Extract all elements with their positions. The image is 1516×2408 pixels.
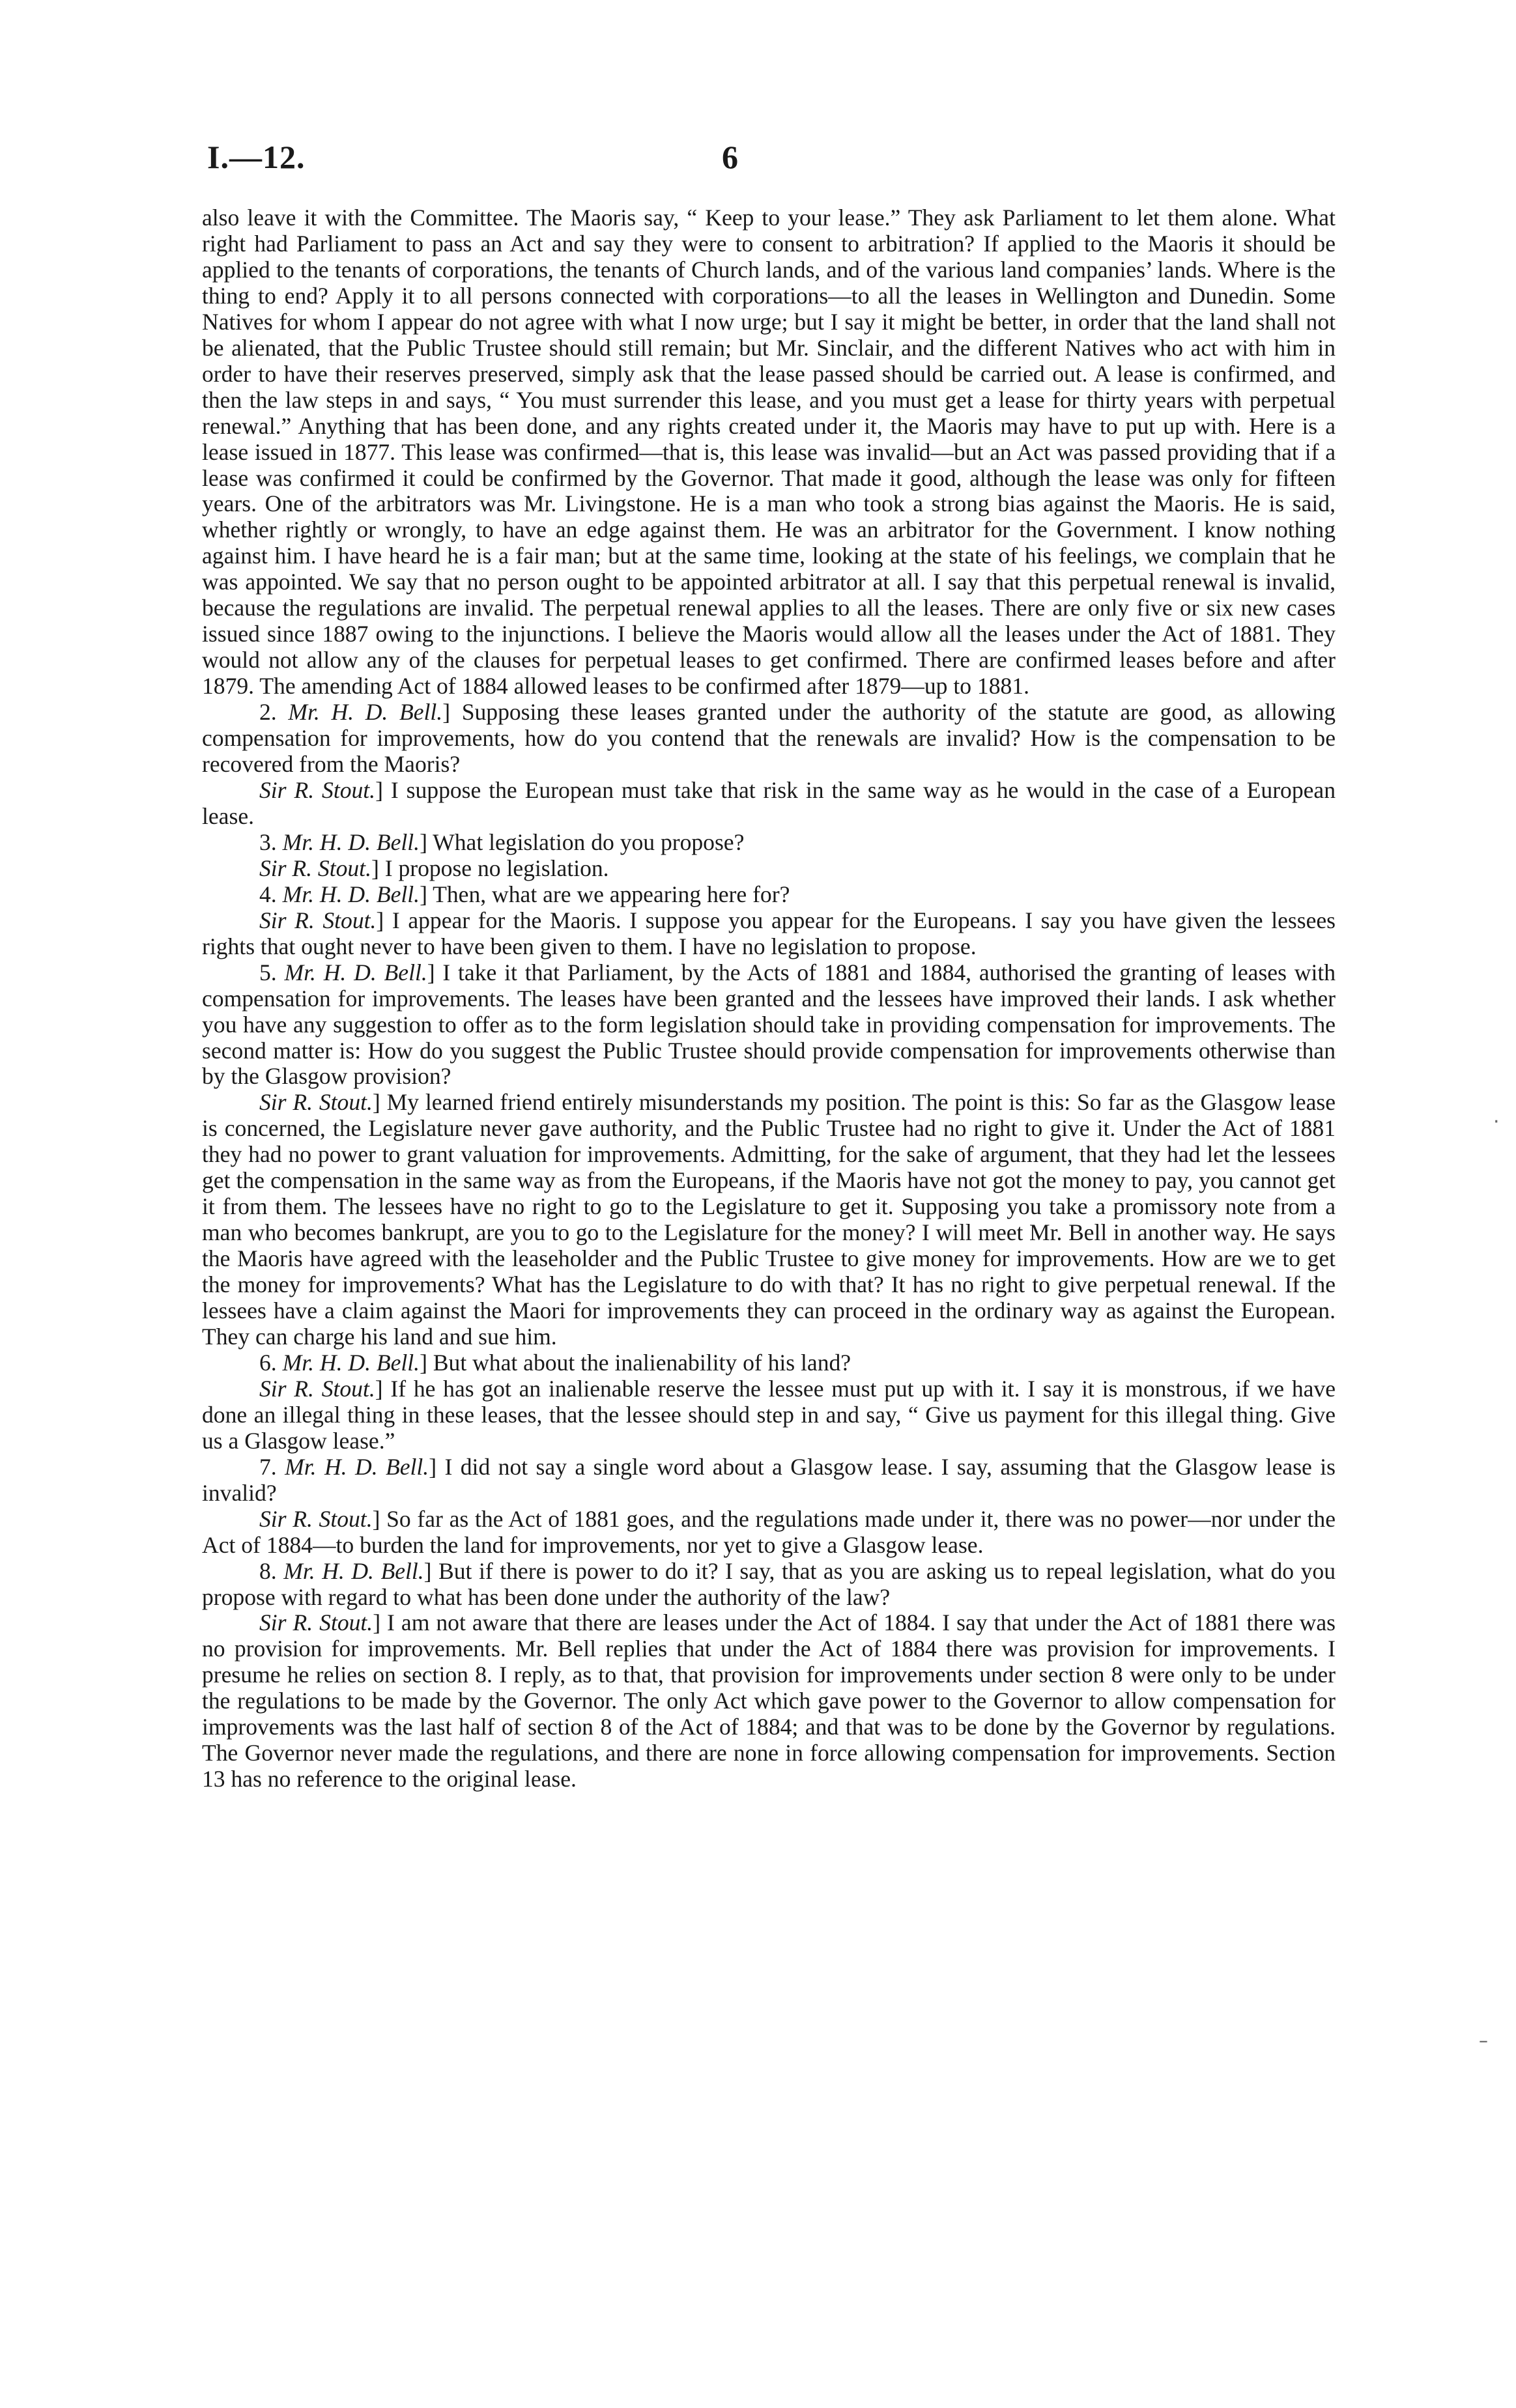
speaker-name: Mr. H. D. Bell. xyxy=(282,829,420,855)
question-number: 3. xyxy=(259,829,283,855)
question-number: 2. xyxy=(259,699,289,726)
paragraph xyxy=(202,1507,1336,1559)
speaker-name: Mr. H. D. Bell. xyxy=(288,699,443,726)
paragraph-text: ] What legislation do you propose? xyxy=(420,829,745,855)
speaker-name: Sir R. Stout. xyxy=(259,1089,373,1116)
speaker-name: Mr. H. D. Bell. xyxy=(285,1453,429,1480)
question-number: 4. xyxy=(259,881,283,907)
body-text xyxy=(202,205,1336,1792)
paragraph-text: ] But what about the inalienability of his land? xyxy=(420,1349,851,1376)
question-number: 5. xyxy=(259,959,285,985)
paragraph-text: ] My learned friend entirely misunderstands my position. The point is this: So far as the Glasgow lease is concerned, the Legislature never gave authority, and the Public Trustee had no right to give it. Under the Act of 1881 they had no power to grant valuation for improvements. Admitting, for the sake of argument, that they had let the lessees get the compensation in the same way as from the Europeans, if the Maoris have not got the money to pay, you cannot get it from them. The lessees have no right to go to the Legislature to get it. Supposing you take a promissory note from a man who becomes bankrupt, are you to go to the Legislature for the money? I will meet Mr. Bell in another way. He says the Maoris have agreed with the leaseholder and the Public Trustee to give money for improvements. How are we to get the money for improvements? What has the Legislature to do with that? It has no right to give perpetual renewal. If the lessees have a claim against the Maori for improvements they can proceed in the ordinary way as against the European. They can charge his land and sue him. xyxy=(202,1089,1336,1350)
paragraph-text: also leave it with the Committee. The Maoris say, “ Keep to your lease.” They ask Parliament to let them alone. What right had Parliament to pass an Act and say they were to consent to arbitration? If applied to the Maoris it should be applied to the tenants of corporations, the tenants of Church lands, and of the various land companies’ lands. Where is the thing to end? Apply it to all persons connected with corporations—to all the leases in Wellington and Dunedin. Some Natives for whom I appear do not agree with what I now urge; but I say it might be better, in order that the land shall not be alienated, that the Public Trustee should still remain; but Mr. Sinclair, and the different Natives who act with him in order to have their reserves preserved, simply ask that the lease passed should be carried out. A lease is confirmed, and then the law steps in and says, “ You must surrender this lease, and you must get a lease for thirty years with perpetual renewal.” Anything that has been done, and any rights created under it, the Maoris may have to put up with. Here is a lease issued in 1877. This lease was confirmed—that is, this lease was invalid—but an Act was passed providing that if a lease was confirmed it could be confirmed by the Governor. That made it good, although the lease was only for fifteen years. One of the arbitrators was Mr. Livingstone. He is a man who took a strong bias against the Maoris. He is said, whether rightly or wrongly, to have an edge against them. He was an arbitrator for the Government. I know nothing against him. I have heard he is a fair man; but at the same time, looking at the state of his feelings, we complain that he was appointed. We say that no person ought to be appointed arbitrator at all. I say that this perpetual renewal is invalid, because the regulations are invalid. The perpetual renewal applies to all the leases. There are only five or six new cases issued since 1887 owing to the injunctions. I believe the Maoris would allow all the leases under the Act of 1881. They would not allow any of the clauses for perpetual leases to get confirmed. There are confirmed leases before and after 1879. The amending Act of 1884 allowed leases to be confirmed after 1879—up to 1881. xyxy=(202,205,1336,700)
question-number: 7. xyxy=(259,1453,285,1480)
paragraph-text: ] If he has got an inalienable reserve the lessee must put up with it. I say it is monstrous, if we have done an illegal thing in these leases, that the lessee should step in and say, “ Give us payment for this illegal thing. Give us a Glasgow lease.” xyxy=(202,1375,1336,1454)
paragraph xyxy=(202,882,1336,908)
speaker-name: Sir R. Stout. xyxy=(259,1505,373,1532)
paragraph xyxy=(202,1610,1336,1792)
speaker-name: Sir R. Stout. xyxy=(259,776,376,803)
paragraph xyxy=(202,1454,1336,1507)
paragraph-text: ] I did not say a single word about a Glasgow lease. I say, assuming that the Glasgow lease is invalid? xyxy=(202,1453,1336,1506)
document-reference: I.—12. xyxy=(207,139,306,175)
paragraph-text: ] I propose no legislation. xyxy=(371,855,609,881)
paragraph-text: ] I appear for the Maoris. I suppose you appear for the Europeans. I say you have given the lessees rights that ought never to have been given to them. I have no legislation to propose. xyxy=(202,907,1336,959)
speaker-name: Mr. H. D. Bell. xyxy=(283,1557,424,1584)
paragraph xyxy=(202,1376,1336,1454)
paragraph xyxy=(202,1090,1336,1350)
paragraph-text: ] I suppose the European must take that risk in the same way as he would in the case of a European lease. xyxy=(202,776,1336,829)
speaker-name: Mr. H. D. Bell. xyxy=(284,959,427,985)
speaker-name: Sir R. Stout. xyxy=(259,1375,375,1402)
paragraph-text: ] Supposing these leases granted under the authority of the statute are good, as allowing compensation for improvements, how do you contend that the renewals are invalid? How is the compensation to be recovered from the Maoris? xyxy=(202,699,1336,778)
speaker-name: Sir R. Stout. xyxy=(259,855,371,881)
page-header xyxy=(0,138,1516,184)
paragraph-text: ] I am not aware that there are leases under the Act of 1884. I say that under the Act of 1881 there was no provision for improvements. Mr. Bell replies that under the Act of 1884 there was provision for improvements. I presume he relies on section 8. I reply, as to that, that provision for improvements under section 8 were only to be under the regulations to be made by the Governor. The only Act which gave power to the Governor to allow compensation for improvements was the last half of section 8 of the Act of 1884; and that was to be done by the Governor by regulations. The Governor never made the regulations, and there are none in force allowing compensation for improvements. Section 13 has no reference to the original lease. xyxy=(202,1609,1336,1792)
paragraph xyxy=(202,856,1336,882)
paragraph xyxy=(202,908,1336,960)
paragraph xyxy=(202,700,1336,778)
paragraph xyxy=(202,1559,1336,1611)
question-number: 8. xyxy=(259,1557,284,1584)
paragraph-text: ] Then, what are we appearing here for? xyxy=(420,881,790,907)
speaker-name: Mr. H. D. Bell. xyxy=(282,881,420,907)
margin-scan-mark: · xyxy=(1493,1111,1500,1133)
speaker-name: Mr. H. D. Bell. xyxy=(282,1349,420,1376)
paragraph xyxy=(202,1350,1336,1376)
question-number: 6. xyxy=(259,1349,283,1376)
paragraph-text: ] I take it that Parliament, by the Acts of 1881 and 1884, authorised the granting of leases with compensation for improvements. The leases have been granted and the lessees have improved their lands. I ask whether you have any suggestion to offer as to the form legislation should take in providing compensation for improvements. The second matter is: How do you suggest the Public Trustee should provide compensation for improvements otherwise than by the Glasgow provision? xyxy=(202,959,1336,1090)
paragraph xyxy=(202,205,1336,700)
paragraph-text: ] So far as the Act of 1881 goes, and the regulations made under it, there was no power—nor under the Act of 1884—to burden the land for improvements, nor yet to give a Glasgow lease. xyxy=(202,1505,1336,1558)
page-number: 6 xyxy=(722,139,738,175)
paragraph-text: ] But if there is power to do it? I say, that as you are asking us to repeal legislation, what do you propose with regard to what has been done under the authority of the law? xyxy=(202,1557,1336,1610)
margin-scan-mark: – xyxy=(1479,2030,1488,2051)
paragraph xyxy=(202,960,1336,1090)
speaker-name: Sir R. Stout. xyxy=(259,907,377,933)
paragraph xyxy=(202,778,1336,830)
speaker-name: Sir R. Stout. xyxy=(259,1609,373,1636)
paragraph xyxy=(202,830,1336,856)
